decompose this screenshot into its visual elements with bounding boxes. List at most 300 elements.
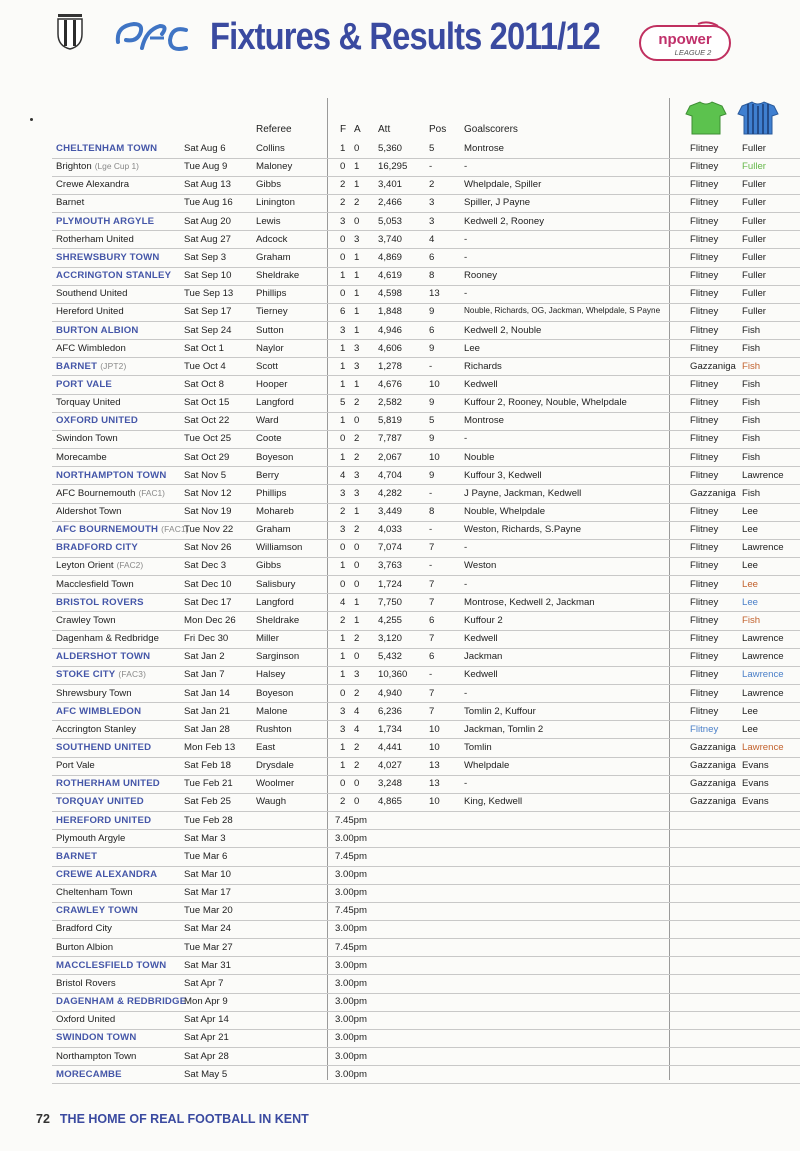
captain-name: Fuller <box>742 251 766 263</box>
goalkeeper-name: Flitney <box>690 542 719 554</box>
goals-against: 0 <box>354 778 360 790</box>
referee-name: Waugh <box>256 796 287 808</box>
goalscorers: Kuffour 3, Kedwell <box>464 469 542 481</box>
attendance: 2,466 <box>378 197 403 209</box>
goals-for: 1 <box>340 143 346 154</box>
league-position: 13 <box>429 288 440 300</box>
match-date: Sat Apr 14 <box>184 1014 229 1026</box>
captain-name: Lee <box>742 705 759 717</box>
captain-name: Fuller <box>742 233 766 245</box>
referee-name: Drysdale <box>256 760 294 772</box>
match-date: Sat Mar 17 <box>184 887 231 899</box>
captain-name: Fish <box>742 614 761 626</box>
referee-name: Collins <box>256 143 285 154</box>
opponent-name: Plymouth Argyle <box>56 832 126 844</box>
goalscorers: Tomlin <box>464 741 492 753</box>
opponent-name: Bristol Rovers <box>56 977 116 989</box>
goalkeeper-name: Flitney <box>690 687 719 699</box>
league-position: 7 <box>429 705 435 717</box>
npower-league2-logo-icon <box>638 20 734 64</box>
goals-for: 0 <box>340 233 346 245</box>
table-row <box>0 739 800 757</box>
match-date: Tue Oct 4 <box>184 360 226 372</box>
goals-for: 0 <box>340 288 346 300</box>
match-date: Sat Dec 17 <box>184 596 232 608</box>
kick-off-time: 3.00pm <box>335 1068 367 1080</box>
goalscorers: Montrose <box>464 415 504 427</box>
goalkeeper-name: Gazzaniga <box>690 360 736 372</box>
league-position: 6 <box>429 651 435 663</box>
goals-for: 2 <box>340 506 346 517</box>
goalkeeper-name: Flitney <box>690 578 719 590</box>
goalkeeper-name: Flitney <box>690 723 719 735</box>
league-position: 10 <box>429 723 440 735</box>
league-position: 13 <box>429 778 440 790</box>
goals-against: 2 <box>354 451 360 463</box>
opponent-name: Bradford City <box>56 923 112 935</box>
opponent-name: CREWE ALEXANDRA <box>56 869 158 880</box>
table-row <box>0 975 800 993</box>
gillingham-crest-icon <box>56 14 84 50</box>
opponent-name <box>56 778 160 789</box>
league-position: 9 <box>429 469 435 481</box>
competition-tag: (Lge Cup 1) <box>94 161 139 172</box>
opponent-text: Dagenham & Redbridge <box>56 633 159 645</box>
match-date: Sat Mar 10 <box>184 869 231 880</box>
col-header-pos: Pos <box>429 124 447 135</box>
goals-against: 2 <box>354 524 360 536</box>
match-date: Sat Sep 3 <box>184 251 227 263</box>
goals-for: 3 <box>340 487 346 499</box>
opponent-name <box>56 542 138 553</box>
match-date: Sat Dec 3 <box>184 560 227 572</box>
opponent-name <box>56 433 118 444</box>
match-date: Sat Oct 1 <box>184 342 224 354</box>
goals-against: 1 <box>354 270 360 282</box>
goalkeeper-name: Flitney <box>690 378 719 390</box>
goals-against: 2 <box>354 633 360 645</box>
opponent-name: BARNET <box>56 850 98 862</box>
goals-for: 0 <box>340 778 346 790</box>
goals-for: 1 <box>340 651 346 663</box>
match-date: Tue Mar 27 <box>184 941 233 953</box>
goals-for: 0 <box>340 578 346 590</box>
opponent-name <box>56 343 126 354</box>
opponent-name <box>56 452 107 463</box>
table-row <box>0 539 800 557</box>
referee-name: Boyeson <box>256 687 294 699</box>
league-position: 9 <box>429 433 435 445</box>
attendance: 3,120 <box>378 633 403 645</box>
match-date: Tue Sep 13 <box>184 288 234 300</box>
opponent-name <box>56 488 165 499</box>
league-position: 6 <box>429 324 435 336</box>
page-number: 72 <box>36 1112 50 1126</box>
goalscorers: Kedwell <box>464 378 498 390</box>
goalkeeper-name: Flitney <box>690 415 719 427</box>
table-row <box>0 648 800 666</box>
opponent-name <box>56 397 121 408</box>
table-row <box>0 231 800 249</box>
attendance: 5,360 <box>378 143 403 154</box>
goalkeeper-name: Flitney <box>690 506 719 517</box>
goalkeeper-name: Flitney <box>690 288 719 300</box>
league-position: - <box>429 360 433 372</box>
goals-against: 3 <box>354 233 360 245</box>
goals-for: 1 <box>340 360 346 372</box>
captain-name: Lee <box>742 506 759 517</box>
league-position: 9 <box>429 397 435 409</box>
opponent-name <box>56 597 144 608</box>
referee-name: Sheldrake <box>256 270 300 282</box>
goals-against: 1 <box>354 378 360 390</box>
league-position: 8 <box>429 506 435 517</box>
match-date: Sat May 5 <box>184 1068 228 1080</box>
captain-name: Fuller <box>742 215 766 227</box>
match-date: Sat Jan 7 <box>184 669 225 681</box>
opponent-name <box>56 415 138 426</box>
opponent-text: ROTHERHAM UNITED <box>56 778 160 790</box>
table-row <box>0 285 800 303</box>
captain-name: Fish <box>742 433 761 445</box>
table-row <box>0 412 800 430</box>
table-row <box>0 721 800 739</box>
referee-name: Salisbury <box>256 578 296 590</box>
competition-tag: (FAC2) <box>116 560 144 571</box>
match-date: Tue Feb 21 <box>184 778 233 790</box>
ink-dot <box>30 118 33 121</box>
table-row <box>0 322 800 340</box>
match-date: Mon Dec 26 <box>184 614 236 626</box>
match-date: Mon Feb 13 <box>184 741 236 753</box>
league-position: - <box>429 560 433 572</box>
table-row <box>0 830 800 848</box>
goals-for: 2 <box>340 614 346 626</box>
goalkeeper-name: Flitney <box>690 451 719 463</box>
match-date: Sat Aug 20 <box>184 215 231 227</box>
goalkeeper-name: Gazzaniga <box>690 796 736 808</box>
captain-name: Lee <box>742 560 759 572</box>
opponent-name: SWINDON TOWN <box>56 1032 137 1044</box>
match-date: Sat Jan 28 <box>184 723 230 735</box>
kick-off-time: 3.00pm <box>335 1050 367 1062</box>
captain-name: Lawrence <box>742 651 784 663</box>
opponent-name <box>56 506 121 517</box>
referee-name: Phillips <box>256 487 287 499</box>
goalscorers: Jackman <box>464 651 503 663</box>
attendance: 4,598 <box>378 288 403 300</box>
goalkeeper-name: Flitney <box>690 306 719 318</box>
table-row <box>0 993 800 1011</box>
kick-off-time: 7.45pm <box>335 905 367 917</box>
match-date: Tue Mar 6 <box>184 850 228 862</box>
referee-name: Langford <box>256 596 294 608</box>
goalscorers: Weston <box>464 560 497 572</box>
league-position: - <box>429 669 433 681</box>
table-row <box>0 176 800 194</box>
opponent-name <box>56 379 112 390</box>
match-date: Sat Mar 31 <box>184 959 231 971</box>
league2-text: LEAGUE 2 <box>674 48 712 57</box>
goals-against: 1 <box>354 306 360 318</box>
opponent-text: BARNET <box>56 360 98 372</box>
table-row <box>0 666 800 684</box>
table-row <box>0 394 800 412</box>
goals-against: 2 <box>354 397 360 409</box>
goalscorers: Tomlin 2, Kuffour <box>464 705 536 717</box>
referee-name: Sutton <box>256 324 284 336</box>
opponent-name: MORECAMBE <box>56 1068 122 1080</box>
goals-against: 3 <box>354 487 360 499</box>
table-row <box>0 449 800 467</box>
opponent-name: Cheltenham Town <box>56 887 133 899</box>
opponent-name <box>56 524 189 535</box>
match-date: Tue Nov 22 <box>184 524 234 536</box>
attendance: 3,449 <box>378 506 403 517</box>
referee-name: Maloney <box>256 161 293 173</box>
attendance: 1,848 <box>378 306 403 318</box>
goals-for: 0 <box>340 161 346 173</box>
attendance: 4,946 <box>378 324 403 336</box>
match-date: Sat Aug 27 <box>184 233 231 245</box>
goalscorers: Nouble, Whelpdale <box>464 506 546 517</box>
captain-name: Lawrence <box>742 741 784 753</box>
goalscorers: Whelpdale, Spiller <box>464 179 542 191</box>
attendance: 7,787 <box>378 433 403 445</box>
league-position: 5 <box>429 143 435 154</box>
match-date: Sat Nov 12 <box>184 487 232 499</box>
competition-tag: (JPT2) <box>100 360 127 371</box>
captain-name: Lee <box>742 723 759 735</box>
referee-name: Lewis <box>256 215 281 227</box>
col-header-goalscorers: Goalscorers <box>464 124 518 135</box>
match-date: Tue Aug 9 <box>184 161 228 173</box>
referee-name: Coote <box>256 433 282 445</box>
referee-name: Phillips <box>256 288 287 300</box>
opponent-text: Rotherham United <box>56 233 134 245</box>
captain-name: Lee <box>742 524 759 536</box>
league-position: - <box>429 487 433 499</box>
goals-for: 1 <box>340 270 346 282</box>
attendance: 4,869 <box>378 251 403 263</box>
captain-name: Fuller <box>742 179 766 191</box>
opponent-text: Leyton Orient <box>56 560 114 572</box>
table-row <box>0 376 800 394</box>
goalscorers: Rooney <box>464 270 498 282</box>
row-divider <box>52 1083 800 1084</box>
opponent-text: STOKE CITY <box>56 669 116 681</box>
page-header <box>0 0 800 80</box>
opponent-text: CHELTENHAM TOWN <box>56 143 158 154</box>
opponent-name: Oxford United <box>56 1014 116 1026</box>
table-row <box>0 685 800 703</box>
match-date: Sat Sep 10 <box>184 270 232 282</box>
table-row <box>0 920 800 938</box>
goalscorers: Kedwell 2, Rooney <box>464 215 544 227</box>
goals-against: 1 <box>354 596 360 608</box>
competition-tag: (FAC3) <box>118 669 147 680</box>
opponent-text: Macclesfield Town <box>56 578 134 590</box>
goals-against: 0 <box>354 415 360 427</box>
goals-against: 0 <box>354 578 360 590</box>
match-date: Sat Mar 24 <box>184 923 231 935</box>
match-date: Sat Sep 17 <box>184 306 232 318</box>
goals-against: 0 <box>354 651 360 663</box>
goalscorers: J Payne, Jackman, Kedwell <box>464 487 582 499</box>
goalkeeper-name: Flitney <box>690 161 719 173</box>
goals-for: 3 <box>340 524 346 536</box>
goalscorers: Lee <box>464 342 481 354</box>
goals-against: 3 <box>354 360 360 372</box>
footer-tagline: THE HOME OF REAL FOOTBALL IN KENT <box>59 1112 309 1126</box>
referee-name: Graham <box>256 524 291 536</box>
league-position: 4 <box>429 233 435 245</box>
goalkeeper-name: Flitney <box>690 324 719 336</box>
opponent-name: DAGENHAM & REDBRIDGE <box>56 996 187 1008</box>
opponent-name <box>56 560 143 571</box>
goalkeeper-name: Gazzaniga <box>690 778 736 790</box>
goalscorers: Kedwell 2, Nouble <box>464 324 542 336</box>
table-row <box>0 467 800 485</box>
goals-for: 3 <box>340 324 346 336</box>
kick-off-time: 7.45pm <box>335 850 367 862</box>
table-row <box>0 485 800 503</box>
captain-name: Evans <box>742 796 769 808</box>
table-row <box>0 1066 800 1084</box>
captain-name: Fish <box>742 324 761 336</box>
goalscorers: Kuffour 2, Rooney, Nouble, Whelpdale <box>464 397 627 409</box>
goalkeeper-name: Flitney <box>690 397 719 409</box>
table-row <box>0 267 800 285</box>
goalkeeper-name: Flitney <box>690 651 719 663</box>
table-row <box>0 158 800 176</box>
captain-name: Fish <box>742 487 761 499</box>
goals-against: 1 <box>354 179 360 191</box>
opponent-text: PLYMOUTH ARGYLE <box>56 215 155 227</box>
col-header-referee: Referee <box>256 124 292 135</box>
referee-name: Malone <box>256 705 288 717</box>
referee-name: Sarginson <box>256 651 300 663</box>
goals-against: 2 <box>354 687 360 699</box>
table-row <box>0 1029 800 1047</box>
opponent-name <box>56 197 84 208</box>
captain-name: Lee <box>742 596 759 608</box>
kick-off-time: 3.00pm <box>335 959 367 971</box>
goals-for: 0 <box>340 433 346 445</box>
attendance: 5,053 <box>378 215 403 227</box>
captain-name: Lawrence <box>742 687 784 699</box>
opponent-name <box>56 706 141 717</box>
table-row <box>0 1048 800 1066</box>
table-row <box>0 812 800 830</box>
match-date: Tue Feb 28 <box>184 814 233 826</box>
page-title: Fixtures & Results 2011/12 <box>210 16 600 58</box>
table-row <box>0 612 800 630</box>
attendance: 4,033 <box>378 524 403 536</box>
captain-name: Evans <box>742 760 769 772</box>
attendance: 1,278 <box>378 360 403 372</box>
referee-name: Naylor <box>256 342 284 354</box>
goalkeeper-name: Flitney <box>690 614 719 626</box>
goalkeeper-name: Flitney <box>690 270 719 282</box>
goals-for: 3 <box>340 215 346 227</box>
goals-against: 1 <box>354 614 360 626</box>
goals-for: 0 <box>340 687 346 699</box>
opponent-text: Southend United <box>56 288 128 300</box>
opponent-text: TORQUAY UNITED <box>56 796 144 808</box>
table-row <box>0 430 800 448</box>
table-row <box>0 521 800 539</box>
opponent-name: Burton Albion <box>56 941 114 953</box>
goalkeeper-name: Flitney <box>690 433 719 445</box>
goalscorers: King, Kedwell <box>464 796 523 808</box>
match-date: Mon Apr 9 <box>184 996 228 1008</box>
match-date: Sat Aug 13 <box>184 179 231 191</box>
goals-for: 1 <box>340 560 346 572</box>
goalscorers: - <box>464 578 468 590</box>
goals-against: 4 <box>354 705 360 717</box>
table-row <box>0 557 800 575</box>
team-shirts-icon <box>684 100 788 136</box>
opponent-name <box>56 234 134 245</box>
goalkeeper-name: Flitney <box>690 179 719 191</box>
attendance: 4,282 <box>378 487 403 499</box>
goalkeeper-name: Flitney <box>690 251 719 263</box>
goals-for: 3 <box>340 723 346 735</box>
attendance: 4,704 <box>378 469 403 481</box>
goals-against: 4 <box>354 723 360 735</box>
league-position: 7 <box>429 542 435 554</box>
captain-name: Fish <box>742 378 761 390</box>
opponent-text: NORTHAMPTON TOWN <box>56 469 167 481</box>
opponent-text: OXFORD UNITED <box>56 415 139 427</box>
opponent-name: Northampton Town <box>56 1050 137 1062</box>
referee-name: Tierney <box>256 306 288 318</box>
kick-off-time: 3.00pm <box>335 832 367 844</box>
referee-name: Scott <box>256 360 278 372</box>
opponent-text: ALDERSHOT TOWN <box>56 651 151 663</box>
opponent-name <box>56 579 134 590</box>
referee-name: Langford <box>256 397 294 409</box>
goals-for: 4 <box>340 596 346 608</box>
opponent-name: HEREFORD UNITED <box>56 814 152 826</box>
opponent-text: BRADFORD CITY <box>56 542 139 554</box>
goalkeeper-name: Flitney <box>690 143 719 154</box>
opponent-name <box>56 179 129 190</box>
kick-off-time: 7.45pm <box>335 814 367 826</box>
goalscorers: - <box>464 233 468 245</box>
kick-off-time: 3.00pm <box>335 923 367 935</box>
opponent-name: CRAWLEY TOWN <box>56 905 138 917</box>
goalkeeper-name: Flitney <box>690 669 719 681</box>
table-row <box>0 194 800 212</box>
match-date: Sat Aug 6 <box>184 143 226 154</box>
col-header-f: F <box>340 124 347 135</box>
goals-against: 1 <box>354 506 360 517</box>
goals-for: 1 <box>340 669 346 681</box>
league-position: 10 <box>429 451 440 463</box>
captain-name: Lawrence <box>742 669 784 681</box>
match-date: Sat Feb 18 <box>184 760 231 772</box>
captain-name: Lee <box>742 578 759 590</box>
opponent-name <box>56 651 150 662</box>
captain-name: Lawrence <box>742 542 784 554</box>
referee-name: Mohareb <box>256 506 294 517</box>
league-position: 9 <box>429 342 435 354</box>
goalkeeper-name: Gazzaniga <box>690 741 736 753</box>
goalscorers: Montrose <box>464 143 504 154</box>
kick-off-time: 3.00pm <box>335 977 367 989</box>
